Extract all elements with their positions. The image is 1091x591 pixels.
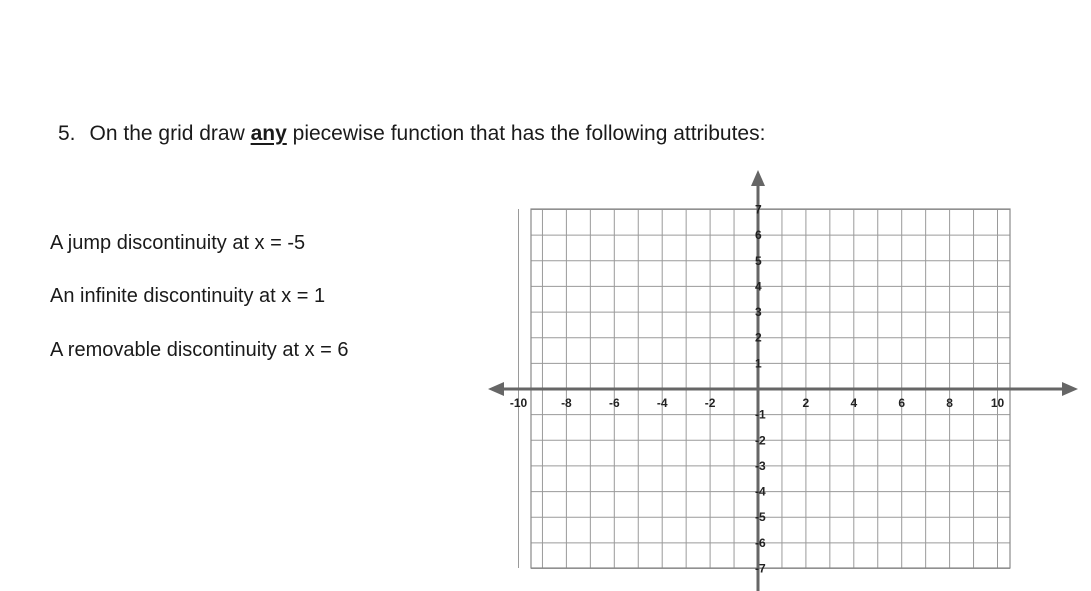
question-emphasis: any [250,122,287,145]
x-tick-label: -2 [704,396,716,410]
x-tick-label: -8 [561,396,572,410]
y-tick-label: -2 [755,433,766,448]
question-text-after: piecewise function that has the following attributes: [292,122,766,145]
question-text-before: On the grid draw [89,122,245,145]
y-tick-label: -7 [755,561,766,576]
attribute-infinite-discontinuity: An infinite discontinuity at x = 1 [50,285,326,307]
x-axis-right-arrow [1062,382,1078,396]
x-tick-label: 8 [946,396,953,410]
x-tick-label: 10 [990,396,1005,410]
x-tick-label: -4 [656,396,668,410]
y-tick-label: -6 [755,535,766,550]
x-tick-label: 4 [850,396,858,410]
y-tick-label: -5 [755,510,766,525]
x-tick-label: 2 [802,396,810,410]
y-tick-label: 3 [755,305,762,320]
y-tick-label: 2 [755,330,762,345]
y-tick-label: -3 [755,458,766,473]
question-number: 5. [58,122,76,145]
y-tick-label: -4 [755,484,766,499]
y-tick-label: -1 [755,407,766,422]
y-tick-label: 5 [755,253,762,268]
attribute-jump-discontinuity: A jump discontinuity at x = -5 [50,232,306,254]
y-tick-label: 1 [755,356,762,371]
x-axis-left-arrow [488,382,504,396]
attribute-removable-discontinuity: A removable discontinuity at x = 6 [50,339,349,361]
y-tick-label: 6 [755,228,762,243]
x-tick-label: 6 [898,396,906,410]
x-tick-label: -6 [608,396,620,410]
y-tick-label: 7 [755,202,762,217]
x-tick-label: -10 [509,396,528,410]
axes [488,170,1078,591]
y-tick-label: 4 [755,279,762,294]
y-axis-up-arrow [751,170,765,186]
